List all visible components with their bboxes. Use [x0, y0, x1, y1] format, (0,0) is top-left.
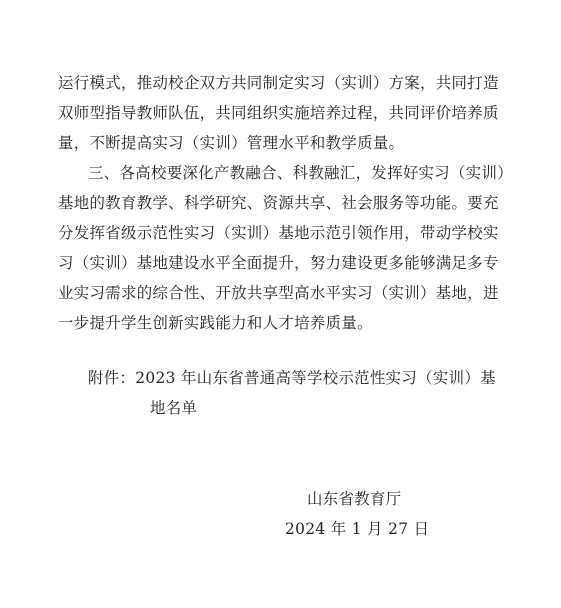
attachment-line: 地名单	[150, 399, 198, 417]
issuer-name: 山东省教育厅	[307, 490, 402, 508]
issue-date: 2024 年 1 月 27 日	[285, 520, 430, 538]
attachment-line: 附件：2023 年山东省普通高等学校示范性实习（实训）基	[88, 369, 496, 387]
text-line: 分发挥省级示范性实习（实训）基地示范引领作用，带动学校实	[58, 224, 499, 242]
text-line: 量，不断提高实习（实训）管理水平和教学质量。	[58, 134, 405, 152]
text-line: 三、各高校要深化产教融合、科教融汇，发挥好实习（实训）	[88, 164, 513, 182]
text-line: 双师型指导教师队伍，共同组织实施培养过程，共同评价培养质	[58, 104, 499, 122]
text-line: 业实习需求的综合性、开放共享型高水平实习（实训）基地，进	[58, 284, 499, 302]
text-line: 习（实训）基地建设水平全面提升，努力建设更多能够满足多专	[58, 254, 499, 272]
text-line: 运行模式，推动校企双方共同制定实习（实训）方案，共同打造	[58, 74, 499, 92]
text-line: 一步提升学生创新实践能力和人才培养质量。	[58, 314, 373, 332]
text-line: 基地的教育教学、科学研究、资源共享、社会服务等功能。要充	[58, 194, 499, 212]
